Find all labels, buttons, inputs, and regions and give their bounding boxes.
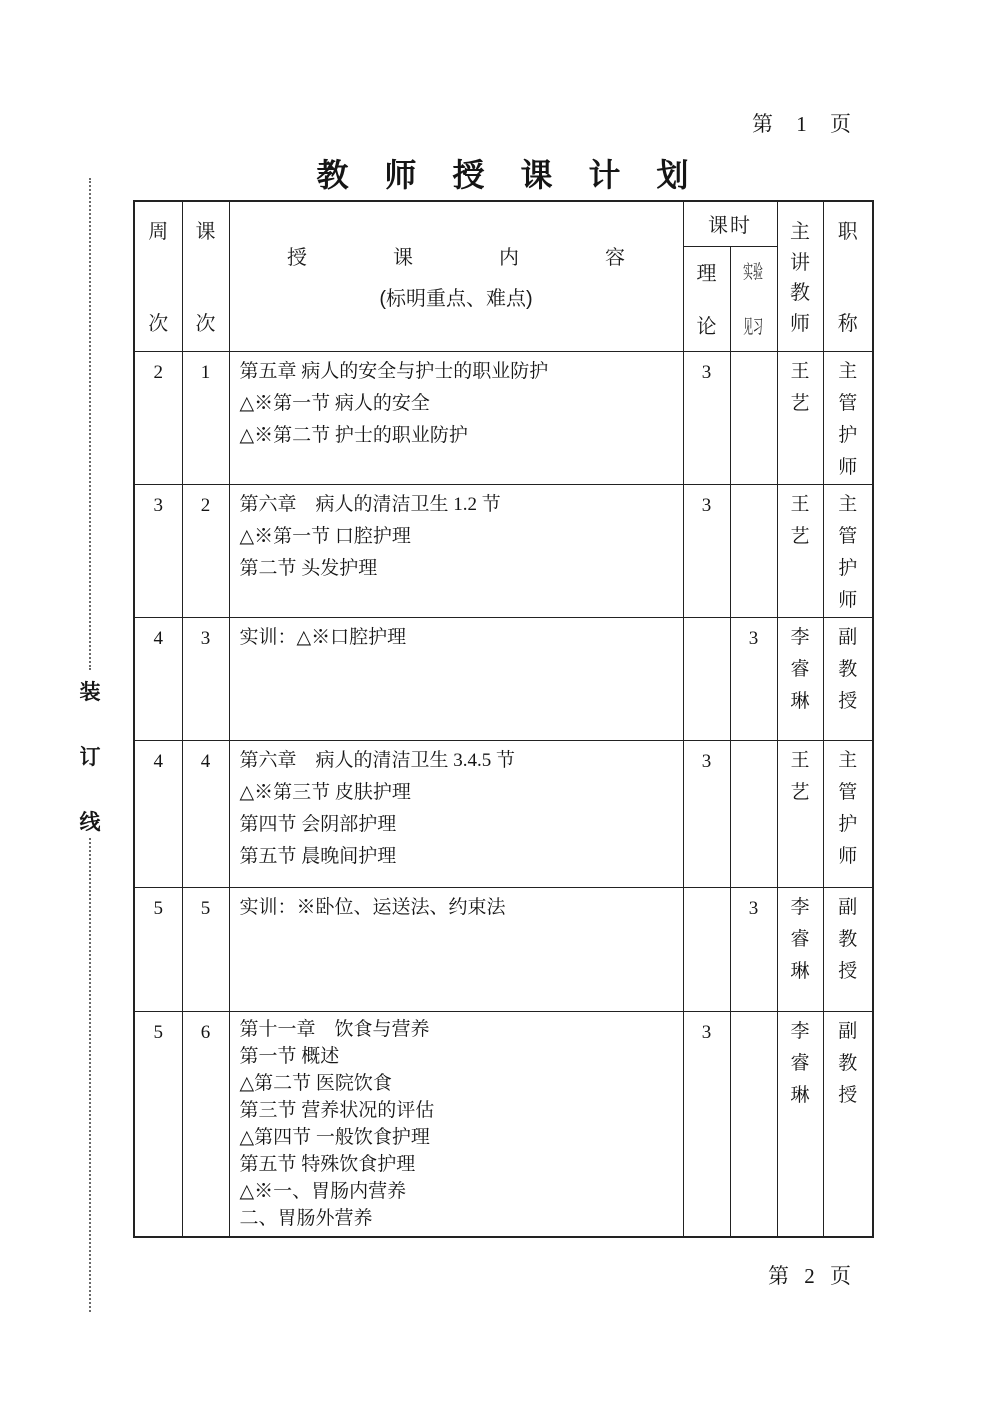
practice-hours-cell xyxy=(730,1011,777,1237)
col-header-jobtitle xyxy=(823,201,873,351)
content-line: △※一、胃肠内营养 xyxy=(239,1180,407,1202)
col-header-practice-word: 见习 xyxy=(743,316,764,338)
week-cell: 5 xyxy=(134,887,182,1011)
teacher-name: 王艺 xyxy=(790,749,810,803)
page-title xyxy=(133,150,872,196)
content-line: △※第二节 护士的职业防护 xyxy=(239,424,468,446)
lesson-cell: 1 xyxy=(182,351,229,484)
teacher-cell xyxy=(777,1011,823,1237)
teacher-cell xyxy=(777,351,823,484)
content-line: 第三节 营养状况的评估 xyxy=(239,1099,435,1121)
page-number-bottom: 第 2 页 xyxy=(768,1264,856,1288)
content-line: △※第三节 皮肤护理 xyxy=(239,781,411,803)
theory-hours-cell xyxy=(683,887,730,1011)
week-cell: 4 xyxy=(134,617,182,740)
table-row xyxy=(134,1011,873,1237)
col-header-content xyxy=(229,201,711,351)
practice-hours-cell xyxy=(730,351,777,484)
content-line: △※第一节 口腔护理 xyxy=(239,525,411,547)
content-header-subtitle: (标明重点、难点) xyxy=(379,287,533,310)
content-line: △※第一节 病人的安全 xyxy=(239,392,430,414)
job-title: 主管护师 xyxy=(838,360,858,478)
content-line: 第六章 病人的清洁卫生 3.4.5 节 xyxy=(239,749,516,771)
col-header-practice-word: 实验 xyxy=(743,261,764,283)
content-line: △第四节 一般饮食护理 xyxy=(239,1126,430,1148)
content-line: 第二节 头发护理 xyxy=(239,557,378,579)
page-title-text: 教师授课计划 xyxy=(316,157,725,193)
theory-hours-cell xyxy=(683,617,730,740)
content-line: 第五节 晨晚间护理 xyxy=(239,845,397,867)
practice-hours-cell xyxy=(730,740,777,887)
theory-hours-cell: 3 xyxy=(683,351,730,484)
job-title: 主管护师 xyxy=(838,493,858,611)
col-header-week xyxy=(134,201,182,351)
jobtitle-cell xyxy=(823,484,873,617)
binding-line-char: 订 xyxy=(79,745,101,769)
col-header-teacher-char: 师 xyxy=(790,312,810,335)
binding-line-char: 线 xyxy=(79,810,101,834)
lesson-cell: 5 xyxy=(182,887,229,1011)
content-cell xyxy=(229,484,683,617)
content-cell xyxy=(229,740,683,887)
binding-dotted-line-top xyxy=(89,178,91,670)
content-cell xyxy=(229,887,683,1011)
job-title: 主管护师 xyxy=(838,749,858,867)
week-cell: 3 xyxy=(134,484,182,617)
teacher-cell xyxy=(777,617,823,740)
theory-hours-cell: 3 xyxy=(683,1011,730,1237)
practice-hours-cell: 3 xyxy=(730,887,777,1011)
job-title: 副教授 xyxy=(838,1020,858,1106)
table-row xyxy=(134,351,873,484)
job-title: 副教授 xyxy=(838,626,858,712)
content-header-title: 授课内容 xyxy=(287,246,711,269)
content-line: 第五节 特殊饮食护理 xyxy=(239,1153,416,1175)
col-header-lesson-char: 课 xyxy=(195,221,216,243)
practice-hours-cell: 3 xyxy=(730,617,777,740)
col-header-teacher-char: 讲 xyxy=(790,251,810,274)
table-row xyxy=(134,740,873,887)
col-header-week-char: 周 xyxy=(148,221,169,243)
jobtitle-cell xyxy=(823,617,873,740)
col-header-lesson-char: 次 xyxy=(195,313,216,335)
teacher-cell xyxy=(777,484,823,617)
content-line: 第四节 会阴部护理 xyxy=(239,813,397,835)
col-header-lesson xyxy=(182,201,229,351)
teacher-name: 李睿琳 xyxy=(790,626,810,712)
lesson-cell: 2 xyxy=(182,484,229,617)
lesson-cell: 3 xyxy=(182,617,229,740)
binding-dotted-line-bottom xyxy=(89,838,91,1312)
lesson-plan-table xyxy=(133,200,874,1238)
content-cell xyxy=(229,617,683,740)
practice-hours-cell xyxy=(730,484,777,617)
content-line: 第五章 病人的安全与护士的职业防护 xyxy=(239,360,549,382)
content-cell xyxy=(229,351,683,484)
week-cell: 4 xyxy=(134,740,182,887)
teacher-name: 王艺 xyxy=(790,360,810,414)
teacher-cell xyxy=(777,887,823,1011)
col-header-jobtitle-char: 称 xyxy=(837,313,858,335)
table-row xyxy=(134,887,873,1011)
content-line: 实训：△※口腔护理 xyxy=(239,626,407,648)
table-row xyxy=(134,484,873,617)
content-cell xyxy=(229,1011,683,1237)
lesson-cell: 4 xyxy=(182,740,229,887)
col-header-week-char: 次 xyxy=(148,313,169,335)
teacher-name: 李睿琳 xyxy=(790,896,810,982)
col-header-jobtitle-char: 职 xyxy=(837,221,858,243)
teacher-name: 王艺 xyxy=(790,493,810,547)
hours-header-text: 课时 xyxy=(708,214,752,237)
jobtitle-cell xyxy=(823,740,873,887)
content-line: △第二节 医院饮食 xyxy=(239,1072,392,1094)
col-header-theory-char: 论 xyxy=(696,315,717,338)
page-number-top: 第 1 页 xyxy=(752,112,860,136)
week-cell: 2 xyxy=(134,351,182,484)
content-line: 实训：※卧位、运送法、约束法 xyxy=(239,896,506,918)
col-header-practice xyxy=(730,246,777,351)
jobtitle-cell xyxy=(823,1011,873,1237)
theory-hours-cell: 3 xyxy=(683,484,730,617)
jobtitle-cell xyxy=(823,887,873,1011)
col-header-theory-char: 理 xyxy=(696,262,717,285)
teacher-cell xyxy=(777,740,823,887)
jobtitle-cell xyxy=(823,351,873,484)
content-line: 第十一章 饮食与营养 xyxy=(239,1018,430,1040)
col-header-teacher-char: 教 xyxy=(790,282,810,305)
col-header-hours xyxy=(683,201,777,246)
theory-hours-cell: 3 xyxy=(683,740,730,887)
col-header-teacher xyxy=(777,201,823,351)
table-row xyxy=(134,617,873,740)
content-line: 第六章 病人的清洁卫生 1.2 节 xyxy=(239,493,501,515)
content-line: 第一节 概述 xyxy=(239,1045,340,1067)
col-header-teacher-char: 主 xyxy=(790,221,810,243)
content-line: 二、胃肠外营养 xyxy=(239,1207,373,1229)
lesson-cell: 6 xyxy=(182,1011,229,1237)
teacher-name: 李睿琳 xyxy=(790,1020,810,1106)
binding-line-char: 装 xyxy=(79,680,101,704)
week-cell: 5 xyxy=(134,1011,182,1237)
job-title: 副教授 xyxy=(838,896,858,982)
